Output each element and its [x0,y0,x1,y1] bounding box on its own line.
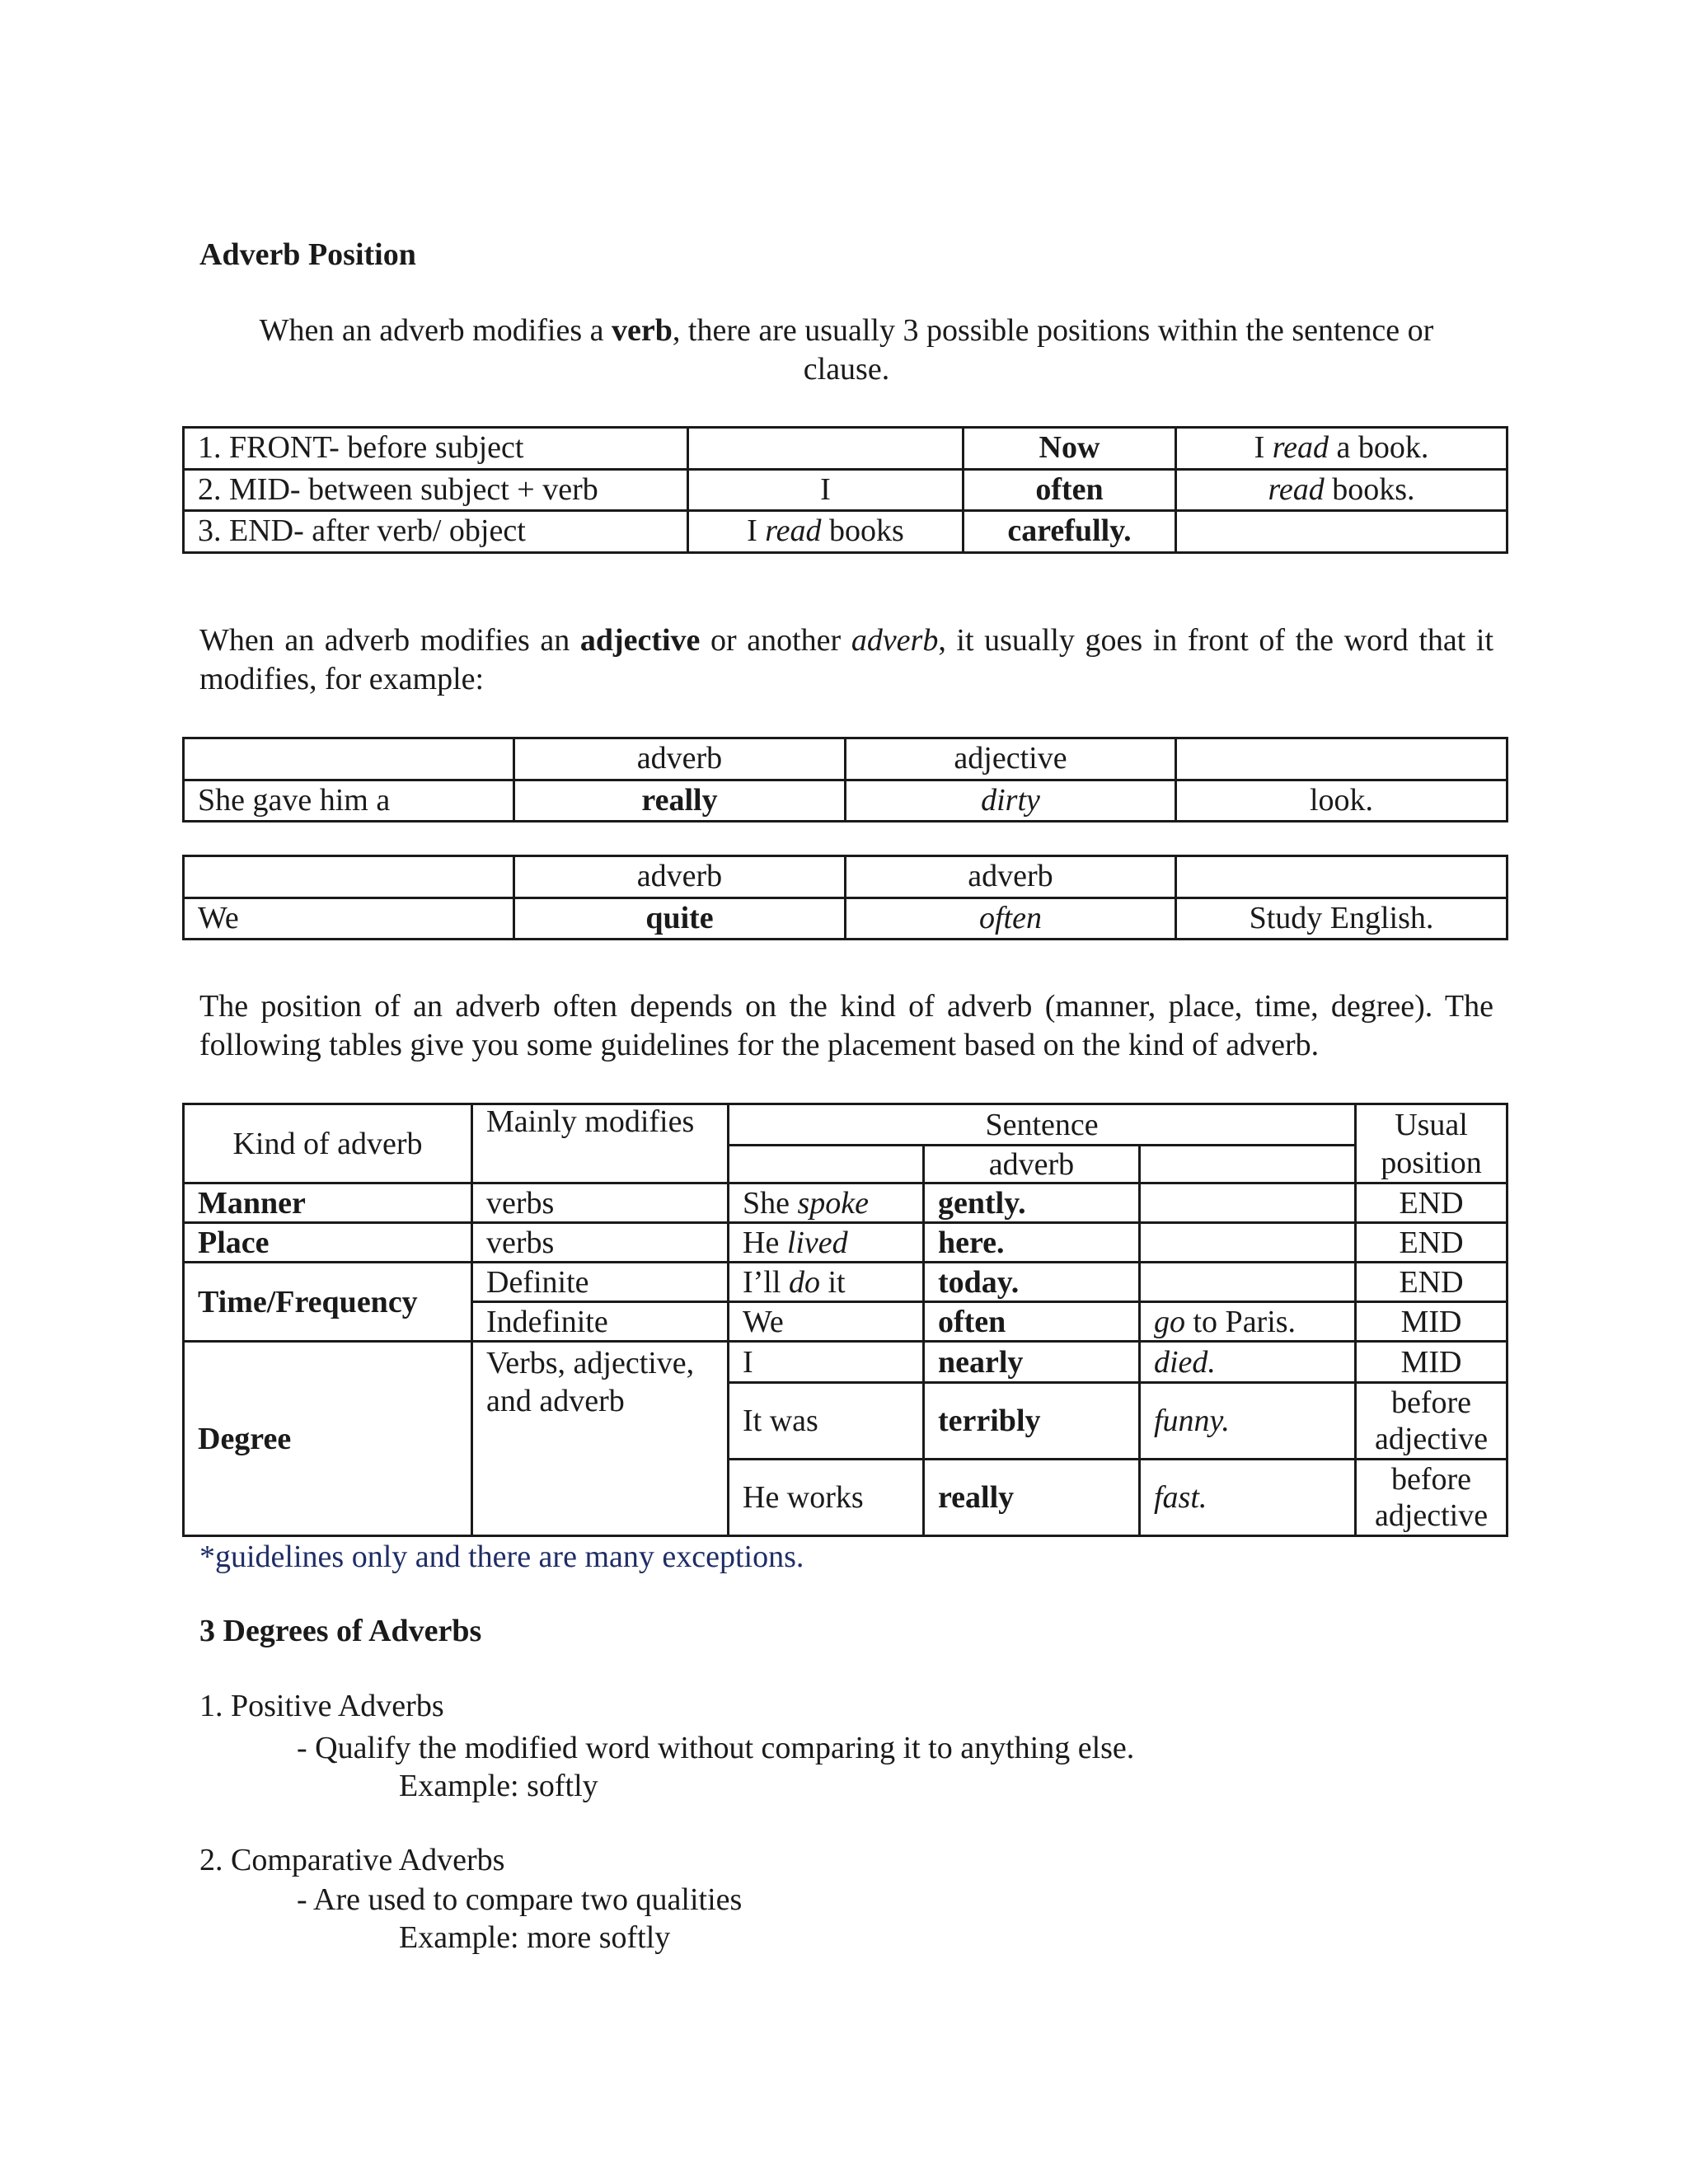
sentence-rest-cell [1140,1302,1356,1342]
table-cell: 3. END- after verb/ object [184,511,688,553]
usual-cell: END [1356,1223,1507,1263]
sentence-rest-cell [1140,1183,1356,1223]
header-adverb: adverb [924,1146,1140,1183]
sentence-cell: I [729,1342,924,1383]
cell-text: He [743,1225,787,1260]
table-cell: adverb [514,738,846,780]
sentence-rest-cell [1140,1223,1356,1263]
table-cell [729,1146,924,1183]
degree-item-title: 2. Comparative Adverbs [199,1843,505,1877]
sentence-cell: He works [729,1460,924,1536]
adverb-cell: terribly [924,1383,1140,1460]
table-cell [1176,428,1507,470]
adverb-cell: here. [924,1223,1140,1263]
table-cell: adverb [846,856,1176,898]
table-cell: adverb [514,856,846,898]
usual-cell: MID [1356,1302,1507,1342]
table-cell: quite [514,898,846,940]
table-cell: Study English. [1176,898,1507,940]
header-kind: Kind of adverb [184,1104,472,1183]
adverb-cell: really [924,1460,1140,1536]
table-cell: dirty [846,780,1176,822]
guidelines-note: *guidelines only and there are many exceptions. [199,1540,804,1574]
sentence-cell [729,1263,924,1302]
kind-cell: Place [184,1223,472,1263]
intro-text-2: , there are usually 3 possible positions within the sentence or clause. [672,313,1434,387]
sentence-rest-cell: funny. [1140,1383,1356,1460]
cell-text-italic: lived [786,1225,848,1260]
table-cell: look. [1176,780,1507,822]
usual-cell: END [1356,1183,1507,1223]
header-modifies: Mainly modifies [472,1104,729,1183]
table-cell [1176,738,1507,780]
table-cell: 2. MID- between subject + verb [184,469,688,511]
cell-text-italic: read [1268,471,1325,507]
cell-text-italic: read [765,513,822,548]
table-row [184,511,1507,553]
cell-text-italic: do [788,1264,820,1300]
cell-text: books. [1324,471,1415,507]
cell-text-italic: read [1272,430,1329,465]
adjective-paragraph [199,621,1493,699]
table-cell: often [964,469,1176,511]
example-table-2 [182,855,1508,940]
table-cell: She gave him a [184,780,514,822]
table-cell: carefully. [964,511,1176,553]
sentence-rest-cell: fast. [1140,1460,1356,1536]
table-cell [688,428,964,470]
table-row [184,1342,1507,1383]
table-cell [688,511,964,553]
kind-paragraph: The position of an adverb often depends on the kind of adverb (manner, place, time, degree). The following tables give you some guidelines for the placement based on the kind of adverb. [199,989,1493,1062]
cell-text: books [821,513,904,548]
modifies-cell: verbs [472,1223,729,1263]
sentence-cell [729,1183,924,1223]
cell-text: to Paris. [1185,1304,1296,1339]
kind-of-adverb-table [182,1103,1508,1537]
kind-cell: Degree [184,1342,472,1536]
sentence-cell: We [729,1302,924,1342]
intro-text-1: When an adverb modifies a [259,313,604,348]
header-sentence: Sentence [729,1104,1356,1146]
usual-cell: END [1356,1263,1507,1302]
table-cell: I [688,469,964,511]
sentence-rest-cell [1140,1263,1356,1302]
kind-cell: Time/Frequency [184,1263,472,1342]
sentence-cell: It was [729,1383,924,1460]
table-cell: 1. FRONT- before subject [184,428,688,470]
cell-text: She [743,1185,798,1221]
table-cell [1176,856,1507,898]
table-row [184,428,1507,470]
kind-cell: Manner [184,1183,472,1223]
table-cell: We [184,898,514,940]
table-row [184,1263,1507,1302]
table-cell [184,856,514,898]
degrees-heading: 3 Degrees of Adverbs [199,1614,482,1648]
degree-item-description: - Qualify the modified word without comparing it to anything else. [297,1731,1135,1765]
table-row [184,856,1507,898]
sentence-cell [729,1223,924,1263]
modifies-cell: Verbs, adjective, and adverb [472,1342,729,1536]
table-row [184,1183,1507,1223]
modifies-cell: Definite [472,1263,729,1302]
degree-item-title: 1. Positive Adverbs [199,1689,444,1723]
adverb-cell: often [924,1302,1140,1342]
table-cell: really [514,780,846,822]
intro-bold-verb: verb [612,313,673,348]
intro-paragraph [216,312,1477,389]
adverb-cell: gently. [924,1183,1140,1223]
cell-text-italic: go [1154,1304,1185,1339]
example-table-1 [182,737,1508,823]
header-usual-position: Usual position [1356,1104,1507,1183]
table-cell: adjective [846,738,1176,780]
adj-text-3: , it usually goes in front of the word that it modifies, for example: [199,623,1494,696]
usual-cell: before adjective [1356,1460,1507,1536]
table-cell [184,738,514,780]
cell-text-italic: spoke [797,1185,870,1221]
table-row [184,469,1507,511]
adj-bold: adjective [579,623,701,658]
positions-table [182,426,1508,554]
table-cell [1140,1146,1356,1183]
table-row [184,1104,1507,1146]
adj-text-1: When an adverb modifies an [199,623,570,658]
modifies-cell: verbs [472,1183,729,1223]
adverb-cell: nearly [924,1342,1140,1383]
cell-text: a book. [1329,430,1429,465]
cell-text: I’ll [743,1264,789,1300]
adverb-cell: today. [924,1263,1140,1302]
table-cell [1176,469,1507,511]
table-row [184,1223,1507,1263]
page-title: Adverb Position [199,237,416,272]
sentence-rest-cell: died. [1140,1342,1356,1383]
usual-cell: MID [1356,1342,1507,1383]
cell-text: it [819,1264,846,1300]
table-row [184,780,1507,822]
modifies-cell: Indefinite [472,1302,729,1342]
table-cell: often [846,898,1176,940]
cell-text: I [747,513,766,548]
table-row [184,738,1507,780]
adj-text-2: or another [710,623,842,658]
adj-italic: adverb [851,623,939,658]
cell-text: I [1254,430,1273,465]
usual-cell: before adjective [1356,1383,1507,1460]
degree-item-description: - Are used to compare two qualities [297,1882,743,1917]
degree-item-example: Example: more softly [399,1920,671,1955]
table-cell [1176,511,1507,553]
degree-item-example: Example: softly [399,1769,598,1803]
table-row [184,898,1507,940]
table-cell: Now [964,428,1176,470]
